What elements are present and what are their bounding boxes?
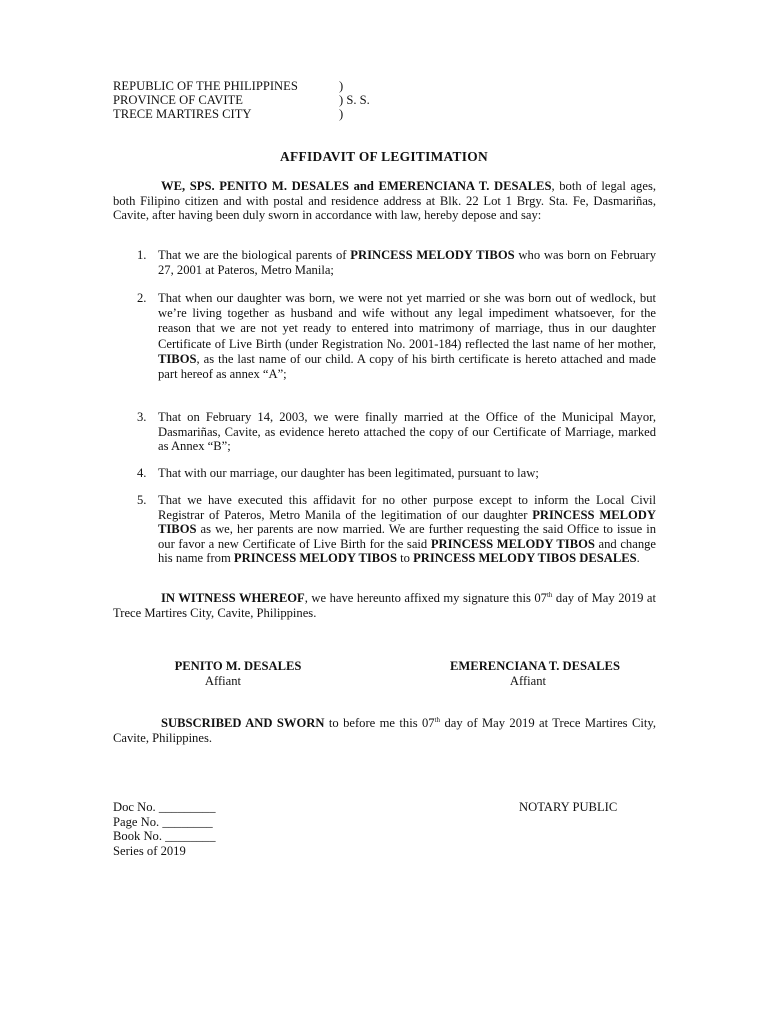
item-text: That with our marriage, our daughter has been legitimated, pursuant to law; (158, 466, 539, 480)
signatory-role: Affiant (204, 673, 242, 688)
list-item-3 (137, 410, 656, 454)
caption-republic-mark: ) (339, 79, 344, 93)
signatory-penito (156, 659, 320, 688)
witness-heading: IN WITNESS WHEREOF (161, 591, 305, 605)
list-item-2 (137, 291, 656, 382)
document-title: AFFIDAVIT OF LEGITIMATION (280, 149, 488, 164)
list-item-5 (137, 493, 656, 566)
caption-city (113, 107, 413, 122)
witness-text: , we have hereunto affixed my signature this 07 (304, 591, 547, 605)
intro-paragraph (113, 179, 656, 223)
item-number: 2. (137, 291, 147, 305)
caption-city-text: TRECE MARTIRES CITY (113, 107, 252, 121)
caption-province (113, 93, 413, 108)
item-text (158, 291, 656, 382)
item-text-part: as we, her parents are now married. We are further requesting the said Office to issue in our favor a new Certificate of Live Birth for the said (158, 522, 656, 551)
caption-province-mark: ) S. S. (339, 93, 370, 107)
child-name: PRINCESS MELODY TIBOS (430, 536, 595, 551)
child-new-name: PRINCESS MELODY TIBOS DESALES (413, 551, 637, 566)
list-item-1 (137, 248, 656, 277)
witness-text-end: day of May 2019 at Trece Martires City, Cavite, Philippines. (113, 591, 656, 620)
jurat-paragraph (113, 716, 656, 745)
item-text-part: , as the last name of our child. A copy of his birth certificate is hereto attached and made part hereof as annex “A”; (158, 351, 656, 382)
jurat-text: to before me this 07 (324, 716, 435, 730)
caption-republic (113, 79, 413, 94)
witness-paragraph (113, 591, 656, 620)
item-text: That on February 14, 2003, we were finally married at the Office of the Municipal Mayor, Dasmariñas, Cavite, as evidence hereto attached the copy of our Certificate of Marriage, marked as Annex “B”; (158, 410, 656, 454)
item-text (158, 248, 656, 277)
doc-number: Doc No. _________ (113, 800, 216, 814)
caption-republic-text: REPUBLIC OF THE PHILIPPINES (113, 79, 298, 93)
child-name: PRINCESS MELODY TIBOS (233, 551, 397, 566)
signatory-name: EMERENCIANA T. DESALES (450, 659, 620, 673)
item-number: 1. (137, 248, 147, 262)
item-text-part: to (396, 551, 414, 566)
item-text-part: That we have executed this affidavit for no other purpose except to inform the Local Civil Registrar of Pateros, Metro Manila of the legitimation of our daughter (158, 493, 656, 522)
series-year: Series of 2019 (113, 843, 186, 858)
signatory-emerenciana (430, 659, 640, 688)
mother-surname: TIBOS (158, 351, 197, 366)
item-text-part: . (636, 551, 640, 566)
item-text-part: That we are the biological parents of (158, 248, 351, 262)
page-number: Page No. ________ (113, 814, 213, 829)
item-number: 3. (137, 410, 147, 424)
jurat-ordinal: th (434, 716, 441, 724)
witness-ordinal: th (546, 591, 553, 599)
child-name: PRINCESS MELODY TIBOS (158, 507, 656, 537)
item-text-part: That when our daughter was born, we were not yet married or she was born out of wedlock, but we’re living together as husband and wife without any legal impediment whatsoever, for the reason that we are not yet ready to entered into matrimony of marriage, thus in our daughter Certificate of Live Birth (under Registration No. 2001-184) reflected the last name of her mother, (158, 291, 656, 351)
jurat-heading: SUBSCRIBED AND SWORN (161, 716, 325, 730)
notarial-register (113, 800, 216, 858)
affiant-names: WE, SPS. PENITO M. DESALES and EMERENCIANA T. DESALES (161, 179, 552, 193)
item-text-part: and change his name from (158, 536, 656, 566)
jurat-text-end: day of May 2019 at Trece Martires City, Cavite, Philippines. (113, 716, 656, 745)
notary-public-label: NOTARY PUBLIC (519, 800, 618, 814)
caption-province-text: PROVINCE OF CAVITE (113, 93, 243, 107)
book-number: Book No. ________ (113, 829, 216, 844)
list-item-4 (137, 466, 656, 481)
item-text (158, 493, 656, 566)
signatory-role: Affiant (509, 673, 547, 688)
intro-text: , both of legal ages, both Filipino citizen and with postal and residence address at Blk. 22 Lot 1 Brgy. Sta. Fe, Dasmariñas, Cavite, after having been duly sworn in accordance with law, hereby depose and say: (113, 179, 656, 223)
signatory-name: PENITO M. DESALES (174, 659, 302, 673)
caption-city-mark: ) (339, 107, 344, 121)
item-number: 4. (137, 466, 147, 480)
child-name: PRINCESS MELODY TIBOS (350, 248, 515, 262)
item-number: 5. (137, 493, 147, 507)
item-text-part: who was born on February 27, 2001 at Pateros, Metro Manila; (158, 248, 657, 277)
